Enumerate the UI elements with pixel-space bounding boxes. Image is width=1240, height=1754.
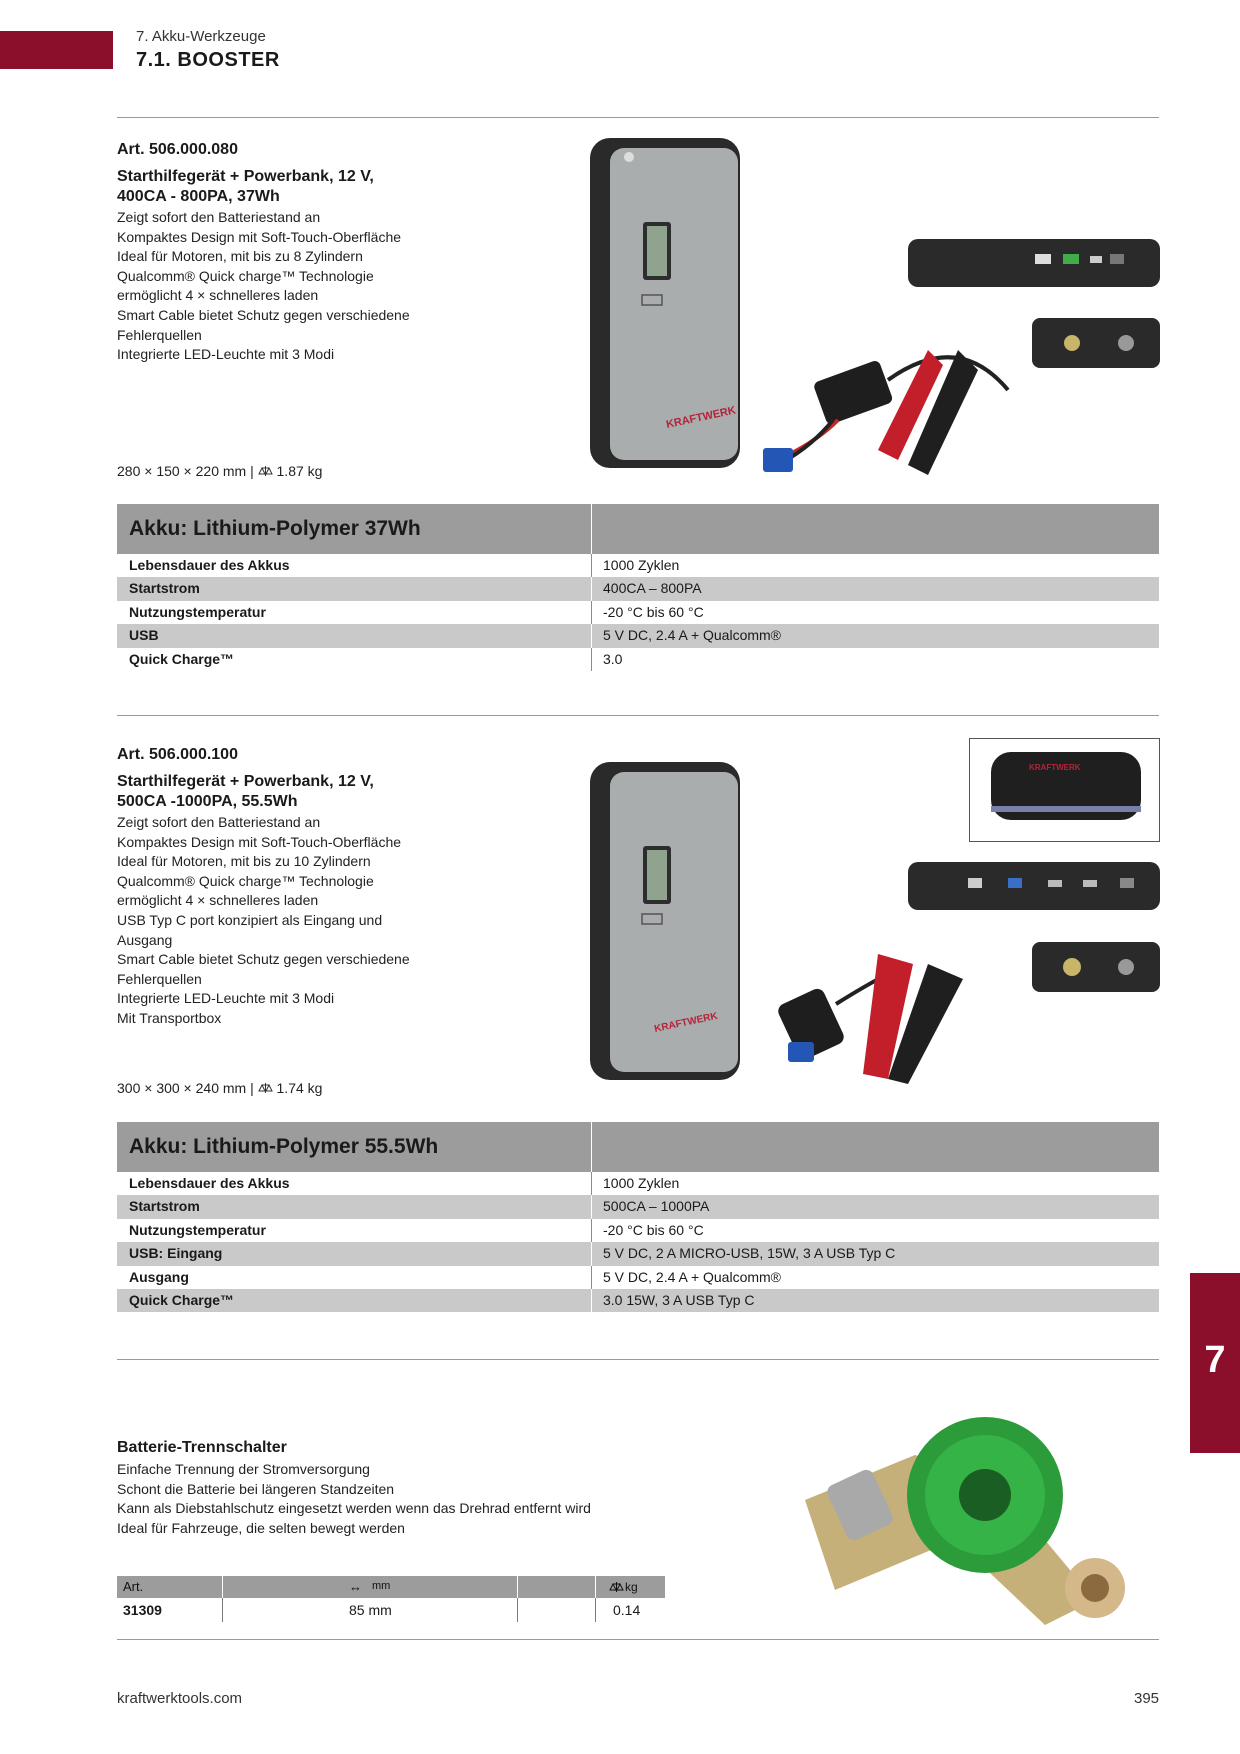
divider — [117, 715, 1159, 716]
feature-item: Smart Cable bietet Schutz gegen verschiedene — [117, 306, 410, 323]
jumper-cable-photo — [758, 340, 1043, 482]
booster-light-photo — [1032, 940, 1160, 994]
section-title: 7.1. BOOSTER — [136, 49, 280, 71]
feature-item: USB Typ C port konzipiert als Eingang und — [117, 911, 383, 928]
scale-icon — [258, 465, 273, 477]
feature-item: Qualcomm® Quick charge™ Technologie — [117, 872, 374, 889]
divider — [117, 1359, 1159, 1360]
svg-text:KRAFTWERK: KRAFTWERK — [665, 404, 737, 431]
table-row: Quick Charge™ 3.0 15W, 3 A USB Typ C — [117, 1289, 1159, 1312]
svg-text:KRAFTWERK: KRAFTWERK — [653, 1010, 719, 1035]
chapter-tab: 7 — [1190, 1273, 1240, 1453]
feature-item: Integrierte LED-Leuchte mit 3 Modi — [117, 990, 335, 1007]
feature-item: ermöglicht 4 × schnelleres laden — [117, 287, 319, 304]
scale-icon — [258, 1082, 273, 1094]
spec-table — [117, 1122, 1159, 1312]
jumper-cable-photo — [778, 944, 992, 1084]
spec-table — [117, 504, 1159, 671]
feature-item: Fehlerquellen — [117, 970, 202, 987]
feature-item: Schont die Batterie bei längeren Standzeiten — [117, 1480, 395, 1497]
booster-ports-photo — [908, 858, 1160, 914]
feature-item: Fehlerquellen — [117, 326, 202, 343]
product-title: Batterie-Trennschalter — [117, 1439, 287, 1456]
product-title: Starthilfegerät + Powerbank, 12 V, 500CA -1000PA, 55.5Wh — [117, 773, 374, 810]
table-row: Nutzungstemperatur -20 °C bis 60 °C — [117, 1219, 1159, 1242]
dimensions: 300 × 300 × 240 mm | 1.74 kg — [117, 1080, 323, 1096]
feature-item: Ideal für Motoren, mit bis zu 8 Zylindern — [117, 248, 363, 265]
spec-table-header: Akku: Lithium-Polymer 37Wh — [117, 504, 1159, 554]
chapter-label: 7. Akku-Werkzeuge — [136, 28, 266, 45]
divider — [117, 117, 1159, 118]
booster-ports-photo — [908, 234, 1160, 292]
feature-item: Ausgang — [117, 931, 173, 948]
feature-item: Qualcomm® Quick charge™ Technologie — [117, 267, 374, 284]
article-table — [117, 1576, 665, 1622]
table-row: Nutzungstemperatur -20 °C bis 60 °C — [117, 601, 1159, 624]
feature-list — [117, 813, 410, 1029]
table-row: Quick Charge™ 3.0 — [117, 648, 1159, 671]
feature-item: Zeigt sofort den Batteriestand an — [117, 209, 321, 225]
feature-item: Einfache Trennung der Stromversorgung — [117, 1461, 370, 1477]
product-title: Starthilfegerät + Powerbank, 12 V, 400CA - 800PA, 37Wh — [117, 168, 374, 205]
feature-item: Smart Cable bietet Schutz gegen verschiedene — [117, 951, 410, 968]
feature-item: Kann als Diebstahlschutz eingesetzt werden wenn das Drehrad entfernt wird — [117, 1500, 591, 1517]
feature-item: Mit Transportbox — [117, 1009, 222, 1026]
footer-website: kraftwerktools.com — [117, 1690, 243, 1707]
article-number: Art. 506.000.100 — [117, 746, 238, 763]
booster-device-photo — [585, 762, 745, 1082]
feature-item: Ideal für Fahrzeuge, die selten bewegt werden — [117, 1519, 405, 1536]
page-number: 395 — [1134, 1690, 1160, 1707]
booster-device-photo — [585, 138, 745, 470]
length-icon: ↔ — [349, 1579, 362, 1594]
booster-light-photo — [1032, 316, 1160, 370]
transport-box-photo — [969, 738, 1160, 842]
article-table-header: Art. ↔ mm kg — [117, 1576, 665, 1598]
feature-item: Kompaktes Design mit Soft-Touch-Oberfläche — [117, 833, 402, 850]
spec-table-header: Akku: Lithium-Polymer 55.5Wh — [117, 1122, 1159, 1172]
scale-icon — [609, 1581, 624, 1593]
svg-text:KRAFTWERK: KRAFTWERK — [1029, 763, 1081, 772]
divider — [117, 1639, 1159, 1640]
feature-item: ermöglicht 4 × schnelleres laden — [117, 892, 319, 909]
table-row: Lebensdauer des Akkus 1000 Zyklen — [117, 554, 1159, 577]
feature-item: Kompaktes Design mit Soft-Touch-Oberfläche — [117, 228, 402, 245]
article-number: Art. 506.000.080 — [117, 141, 238, 158]
table-row: USB: Eingang 5 V DC, 2 A MICRO-USB, 15W, 3 A USB Typ C — [117, 1242, 1159, 1265]
feature-list — [117, 208, 410, 365]
table-row: Ausgang 5 V DC, 2.4 A + Qualcomm® — [117, 1266, 1159, 1289]
table-row: 31309 85 mm 0.14 — [117, 1598, 665, 1622]
table-row: Lebensdauer des Akkus 1000 Zyklen — [117, 1172, 1159, 1195]
feature-list — [117, 1460, 591, 1538]
chapter-color-bar — [0, 31, 113, 69]
table-row: USB 5 V DC, 2.4 A + Qualcomm® — [117, 624, 1159, 647]
battery-switch-photo — [795, 1410, 1155, 1635]
table-row: Startstrom 400CA – 800PA — [117, 577, 1159, 600]
table-row: Startstrom 500CA – 1000PA — [117, 1195, 1159, 1218]
feature-item: Zeigt sofort den Batteriestand an — [117, 814, 321, 830]
feature-item: Integrierte LED-Leuchte mit 3 Modi — [117, 346, 335, 363]
feature-item: Ideal für Motoren, mit bis zu 10 Zylindern — [117, 853, 371, 870]
dimensions: 280 × 150 × 220 mm | 1.87 kg — [117, 463, 323, 479]
